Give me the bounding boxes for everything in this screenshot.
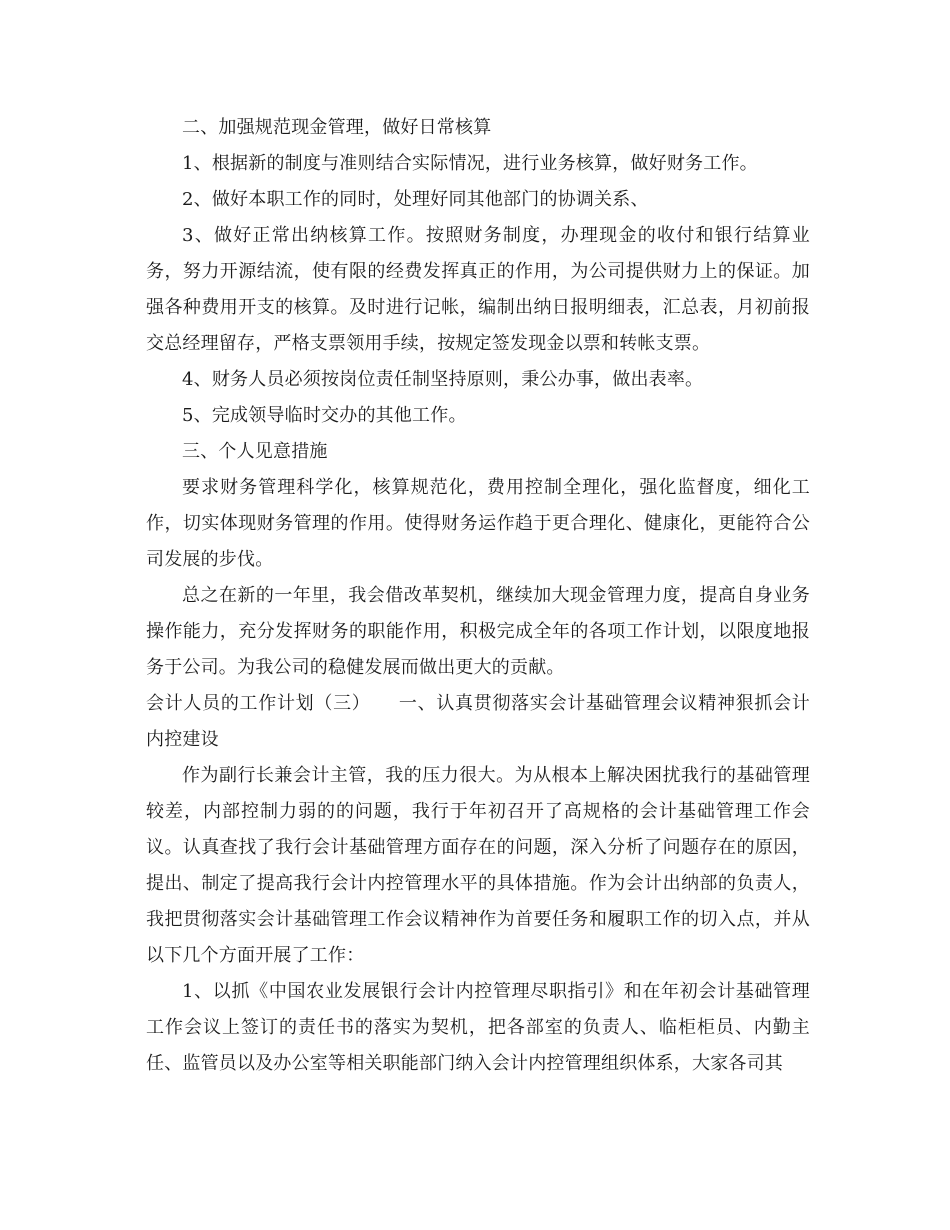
list-item-1: 1、根据新的制度与准则结合实际情况，进行业务核算，做好财务工作。 — [182, 153, 758, 174]
document-page — [146, 110, 810, 1082]
section-heading-2: 二、加强规范现金管理，做好日常核算 — [182, 117, 492, 138]
summary-paragraph: 总之在新的一年里，我会借改革契机，继续加大现金管理力度，提高自身业务操作能力，充分发挥财务的职能作用，积极完成全年的各项工作计划，以限度地报务于公司。为我公司的稳健发展而做出更大的贡献。 — [146, 585, 810, 678]
body-paragraph: 作为副行长兼会计主管，我的压力很大。为从根本上解决困扰我行的基础管理较差，内部控制力弱的的问题，我行于年初召开了高规格的会计基础管理工作会议。认真查找了我行会计基础管理方面存在的问题，深入分析了问题存在的原因，提出、制定了提高我行会计内控管理水平的具体措施。作为会计出纳部的负责人，我把贯彻落实会计基础管理工作会议精神作为首要任务和履职工作的切入点，并从以下几个方面开展了工作： — [146, 765, 810, 966]
body-paragraph: 要求财务管理科学化，核算规范化，费用控制全理化，强化监督度，细化工作，切实体现财务管理的作用。使得财务运作趋于更合理化、健康化，更能符合公司发展的步伐。 — [146, 477, 810, 570]
list-item-3: 3、做好正常出纳核算工作。按照财务制度，办理现金的收付和银行结算业务，努力开源结流，使有限的经费发挥真正的作用，为公司提供财力上的保证。加强各种费用开支的核算。及时进行记帐，编制出纳日报明细表，汇总表，月初前报交总经理留存，严格支票领用手续，按规定签发现金以票和转帐支票。 — [146, 225, 810, 354]
plan-title-paragraph: 会计人员的工作计划（三） 一、认真贯彻落实会计基础管理会议精神狠抓会计内控建设 — [146, 693, 810, 750]
list-item-5: 5、完成领导临时交办的其他工作。 — [182, 405, 467, 426]
section-heading-3: 三、个人见意措施 — [182, 441, 328, 462]
list-item-4: 4、财务人员必须按岗位责任制坚持原则，秉公办事，做出表率。 — [182, 369, 704, 390]
list-item-2: 2、做好本职工作的同时，处理好同其他部门的协调关系、 — [182, 189, 649, 210]
list-item-1: 1、以抓《中国农业发展银行会计内控管理尽职指引》和在年初会计基础管理工作会议上签订的责任书的落实为契机，把各部室的负责人、临柜柜员、内勤主任、监管员以及办公室等相关职能部门纳入会计内控管理组织体系，大家各司其 — [146, 981, 810, 1074]
